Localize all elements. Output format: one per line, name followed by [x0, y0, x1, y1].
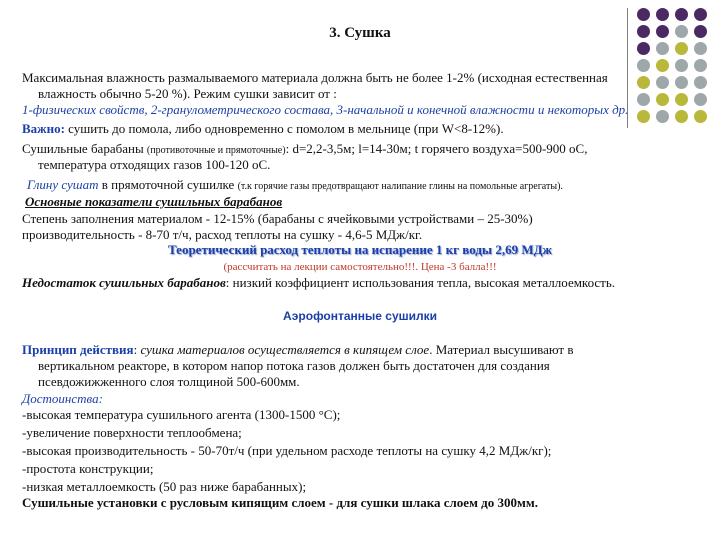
aero-heading: Аэрофонтанные сушилки: [282, 309, 438, 323]
decor-dot: [675, 59, 688, 72]
decor-dot: [694, 110, 707, 123]
indicators-heading: Основные показатели сушильных барабанов: [25, 194, 283, 209]
advantage-item: -простота конструкции;: [22, 461, 154, 476]
important-line: [22, 121, 504, 137]
principle-rest: . Материал высушивают в: [429, 342, 574, 357]
decor-dot: [675, 110, 688, 123]
clay-text: в прямоточной сушилке: [98, 177, 238, 192]
drawback-line: [22, 275, 615, 291]
decor-dot: [675, 76, 688, 89]
decor-dot: [656, 76, 669, 89]
decor-dot: [637, 110, 650, 123]
decor-dot: [637, 93, 650, 106]
decor-dot: [694, 8, 707, 21]
principle-line-1: [22, 342, 574, 358]
important-text: сушить до помола, либо одновременно с помолом в мельнице (при W<8-12%).: [64, 121, 504, 136]
principle-line-2: вертикальном реакторе, в котором напор потока газов должен быть достаточен для создания: [38, 358, 550, 373]
decor-dot: [675, 42, 688, 55]
important-label: Важно:: [22, 121, 65, 136]
decor-dot: [656, 59, 669, 72]
productivity-line: производительность - 8-70 т/ч, расход теплоты на сушку - 4,6-5 МДж/кг.: [22, 227, 423, 242]
final-line: Сушильные установки с русловым кипящим слоем - для сушки шлака слоем до 300мм.: [22, 495, 538, 510]
decor-dot: [675, 93, 688, 106]
drums-label: Сушильные барабаны: [22, 141, 147, 156]
intro-line-2: влажность обычно 5-20 %). Режим сушки зависит от :: [38, 86, 337, 101]
decor-dot: [637, 8, 650, 21]
drums-params: : d=2,2-3,5м; l=14-30м; t горячего воздуха=500-900 оС,: [285, 141, 588, 156]
advantage-item: -высокая производительность - 50-70т/ч (при удельном расходе теплоты на сушку 4,2 МДж/кг);: [22, 443, 552, 458]
lecture-note: (рассчитать на лекции самостоятельно!!!. Цена -3 балла!!!: [223, 261, 497, 273]
theoretical-heat-line: Теоретический расход теплоты на испарение 1 кг воды 2,69 МДж: [168, 242, 552, 257]
page-title: 3. Сушка: [329, 25, 391, 41]
fill-degree-line: Степень заполнения материалом - 12-15% (барабаны с ячейковыми устройствами – 25-30%): [22, 211, 533, 226]
decor-dot: [694, 76, 707, 89]
decor-dot: [637, 76, 650, 89]
clay-label: Глину сушат: [27, 177, 99, 192]
advantage-item: -низкая металлоемкость (50 раз ниже барабанных);: [22, 479, 307, 494]
principle-line-3: псевдожижженного слоя толщиной 500-600мм.: [38, 374, 300, 389]
clay-line: [27, 177, 563, 195]
clay-note: (т.к горячие газы предотвращают налипание глины на помольные агрегаты).: [237, 181, 563, 192]
drawback-text: : низкий коэффициент использования тепла, высокая металлоемкость.: [225, 275, 616, 290]
advantage-item: -высокая температура сушильного агента (1300-1500 °С);: [22, 407, 341, 422]
advantages-heading: Достоинства:: [22, 391, 103, 406]
decor-dot: [694, 93, 707, 106]
decor-dot: [694, 42, 707, 55]
decor-dot: [694, 59, 707, 72]
drums-line-2: температура отходящих газов 100-120 оС.: [38, 157, 271, 172]
drums-type: (противоточные и прямоточные): [146, 145, 286, 156]
advantage-item: -увеличение поверхности теплообмена;: [22, 425, 242, 440]
intro-line-1: Максимальная влажность размалываемого материала должна быть не более 1-2% (исходная естественная: [22, 70, 608, 85]
decor-dot: [675, 8, 688, 21]
decor-dot: [656, 93, 669, 106]
decor-dot: [656, 42, 669, 55]
principle-italic: сушка материалов осуществляется в кипящем слое: [137, 342, 430, 357]
decor-dot: [656, 8, 669, 21]
principle-label: Принцип действия: [22, 342, 134, 357]
drawback-label: Недостаток сушильных барабанов: [22, 275, 226, 290]
decor-dot: [637, 59, 650, 72]
intro-factors-line: 1-физических свойств, 2-гранулометрического состава, 3-начальной и конечной влажности и некоторых др.: [22, 102, 629, 117]
decor-dot: [637, 42, 650, 55]
principle-colon: :: [133, 342, 138, 357]
decor-dot: [656, 110, 669, 123]
